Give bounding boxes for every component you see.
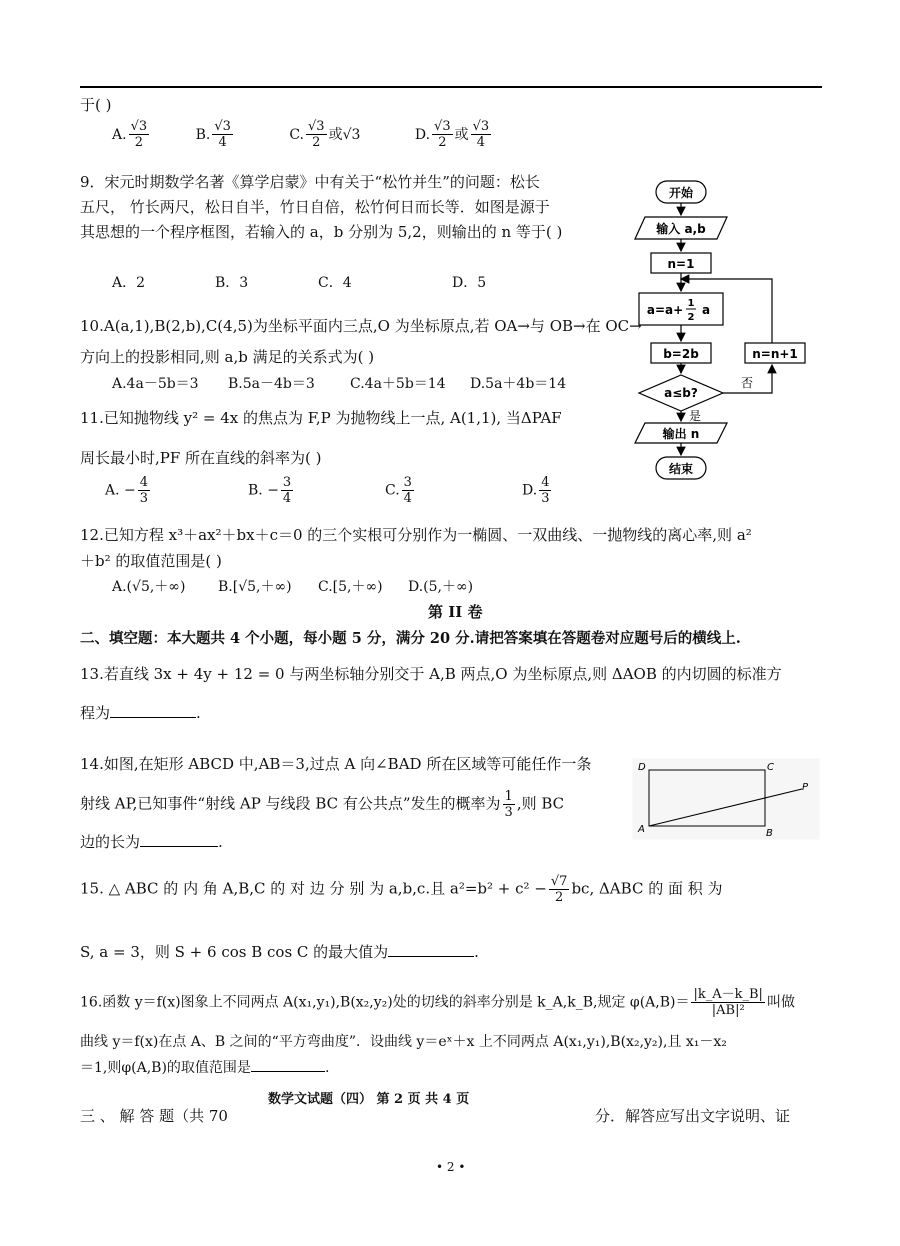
q8-option-a-num: √3 xyxy=(130,119,148,134)
q15-line2 xyxy=(80,942,479,962)
q11-option-d-label: D. xyxy=(522,482,538,499)
q12-option-d[interactable]: D.(5,＋∞) xyxy=(408,579,474,595)
q10-option-b[interactable]: B.5a－4b＝3 xyxy=(228,376,315,392)
q13-line1: 13.若直线 3x + 4y + 12 = 0 与两坐标轴分别交于 A,B 两点,O 为坐标原点,则 ΔAOB 的内切圆的标准方 xyxy=(80,665,782,683)
flowchart xyxy=(625,175,820,490)
q10-line2: 方向上的投影相同,则 a,b 满足的关系式为( ) xyxy=(80,348,375,366)
q8-option-d-label: D. xyxy=(414,126,431,143)
flow-yes-label: 是 xyxy=(688,409,702,423)
q8-tail: 于( ) xyxy=(80,96,112,114)
flow-init-text: n=1 xyxy=(667,257,695,271)
flow-output-text: 输出 n xyxy=(662,427,700,441)
q8-option-a[interactable] xyxy=(112,119,156,150)
q8-option-c-num: √3 xyxy=(308,119,325,134)
q11-option-a[interactable] xyxy=(105,476,152,505)
q13-line2 xyxy=(80,703,201,723)
q9-option-c[interactable]: C．4 xyxy=(318,275,352,291)
q11-option-c-den: 4 xyxy=(403,491,412,506)
flow-update-a-num: 1 xyxy=(687,298,695,309)
flow-increment-text: n=n+1 xyxy=(752,347,798,361)
q11-option-c[interactable] xyxy=(385,476,416,505)
q14-line2 xyxy=(80,790,564,819)
section3-left: 三 、 解 答 题（共 70 xyxy=(80,1107,228,1125)
q11-option-a-label: A. − xyxy=(105,482,136,499)
q8-options xyxy=(112,120,493,149)
q8-option-d-or: 或 xyxy=(454,126,469,143)
label-c: C xyxy=(767,762,774,773)
q12-option-b[interactable]: B.[√5,＋∞) xyxy=(218,579,292,595)
page-footer-info: 数学文试题（四） 第 2 页 共 4 页 xyxy=(268,1092,470,1107)
section2-title: 第 II 卷 xyxy=(428,603,483,621)
q11-option-c-num: 3 xyxy=(403,475,412,490)
q11-option-a-num: 4 xyxy=(139,475,149,490)
q10-option-d[interactable]: D.5a＋4b＝14 xyxy=(470,376,567,392)
q8-option-d-num2: √3 xyxy=(472,119,490,134)
flow-input-text: 输入 a,b xyxy=(656,222,706,236)
q11-option-b-num: 3 xyxy=(282,475,292,490)
flow-condition-text: a≤b? xyxy=(664,386,698,400)
q8-option-c-label: C. xyxy=(289,126,305,143)
q14-line1: 14.如图,在矩形 ABCD 中,AB＝3,过点 A 向∠BAD 所在区域等可能任作一条 xyxy=(80,755,592,773)
q16-line1-post: 叫做 xyxy=(766,994,795,1011)
flow-update-a-post: a xyxy=(701,303,711,317)
q14-line2-post: ,则 BC xyxy=(516,794,565,813)
q8-option-d-num1: √3 xyxy=(434,119,451,134)
section3-right: 分．解答应写出文字说明、证 xyxy=(595,1107,791,1125)
flow-update-a-den: 2 xyxy=(687,312,695,323)
q9-line1: 9．宋元时期数学名著《算学启蒙》中有关于“松竹并生”的问题：松长 xyxy=(80,173,540,191)
q16-line3 xyxy=(80,1057,329,1077)
q11-option-b[interactable] xyxy=(248,476,295,505)
q8-option-c[interactable] xyxy=(289,119,365,150)
q12-line2: ＋b² 的取值范围是( ) xyxy=(80,552,222,570)
q14-end: . xyxy=(218,833,223,851)
q11-option-d-den: 3 xyxy=(541,491,550,506)
section2-heading: 二、填空题：本大题共 4 个小题，每小题 5 分，满分 20 分.请把答案填在答题卷对应题号后的横线上. xyxy=(80,630,741,647)
q15-frac-den: 2 xyxy=(555,890,564,905)
q14-rectangle-figure xyxy=(632,758,820,840)
q8-option-b-num: √3 xyxy=(214,119,231,134)
q16-line2: 曲线 y＝f(x)在点 A、B 之间的“平方弯曲度”．设曲线 y＝eˣ＋x 上不同两点 A(x₁,y₁),B(x₂,y₂),且 x₁－x₂ xyxy=(80,1034,727,1050)
label-d: D xyxy=(638,762,646,773)
q14-line3-text: 边的长为 xyxy=(80,833,141,851)
q16-frac-num: |k_A－k_B| xyxy=(693,987,763,1002)
q8-option-c-den: 2 xyxy=(312,135,321,150)
q9-line2: 五尺， 竹长两尺，松日自半，竹日自倍，松竹何日而长等．如图是源于 xyxy=(80,198,550,216)
q14-frac-num: 1 xyxy=(504,789,513,804)
q16-line1 xyxy=(80,988,795,1017)
q8-option-b[interactable] xyxy=(195,119,240,150)
flow-update-b-text: b=2b xyxy=(663,347,699,361)
q12-option-a[interactable]: A.(√5,＋∞) xyxy=(112,579,186,595)
q11-option-b-label: B. − xyxy=(248,482,279,499)
q11-option-d[interactable] xyxy=(522,476,553,505)
q14-answer-blank[interactable] xyxy=(140,832,218,847)
q8-option-b-den: 4 xyxy=(218,135,227,150)
q15-line1-post: bc, ΔABC 的 面 积 为 xyxy=(571,879,723,898)
q9-option-a[interactable]: A．2 xyxy=(112,275,146,291)
page-number: • 2 • xyxy=(436,1160,466,1174)
q11-option-a-den: 3 xyxy=(139,491,149,506)
q15-end: . xyxy=(474,943,479,961)
q14-frac-den: 3 xyxy=(504,805,513,820)
q14-line2-pre: 射线 AP,已知事件“射线 AP 与线段 BC 有公共点”发生的概率为 xyxy=(80,794,501,813)
q9-option-b[interactable]: B．3 xyxy=(215,275,249,291)
q14-line3 xyxy=(80,832,223,852)
q13-end: . xyxy=(196,704,201,722)
top-rule xyxy=(80,86,822,88)
q8-option-d-den2: 4 xyxy=(476,135,486,150)
q11-line2: 周长最小时,PF 所在直线的斜率为( ) xyxy=(80,449,322,467)
q12-line1: 12.已知方程 x³＋ax²＋bx＋c＝0 的三个实根可分别作为一椭圆、一双曲线、一抛物线的离心率,则 a² xyxy=(80,526,752,544)
label-p: P xyxy=(802,782,809,793)
q13-answer-blank[interactable] xyxy=(110,703,196,718)
q12-option-c[interactable]: C.[5,＋∞) xyxy=(318,579,383,595)
q15-frac-num: √7 xyxy=(550,874,568,889)
q15-line2-text: S, a = 3，则 S + 6 cos B cos C 的最大值为 xyxy=(80,943,389,961)
q8-option-d[interactable] xyxy=(414,119,493,150)
q9-option-d[interactable]: D．5 xyxy=(452,275,487,291)
q11-line1: 11.已知抛物线 y² = 4x 的焦点为 F,P 为抛物线上一点, A(1,1), 当ΔPAF xyxy=(80,409,562,427)
q8-option-b-label: B. xyxy=(195,126,211,143)
q10-line1: 10.A(a,1),B(2,b),C(4,5)为坐标平面内三点,O 为坐标原点,若 OA→与 OB→在 OC→ xyxy=(80,317,642,335)
q15-line1 xyxy=(80,875,723,904)
q16-answer-blank[interactable] xyxy=(251,1057,325,1072)
q15-line1-pre: 15. △ ABC 的 内 角 A,B,C 的 对 边 分 别 为 a,b,c.且 a²=b² + c² − xyxy=(80,879,547,898)
label-a: A xyxy=(638,824,645,835)
q11-option-d-num: 4 xyxy=(541,475,550,490)
flow-update-a-pre: a=a+ xyxy=(646,303,684,317)
q8-option-a-den: 2 xyxy=(134,135,143,150)
flow-end-text: 结束 xyxy=(668,462,694,476)
q8-option-a-label: A. xyxy=(112,126,127,143)
flow-no-label: 否 xyxy=(740,376,754,390)
q10-option-c[interactable]: C.4a＋5b＝14 xyxy=(350,376,446,392)
q10-option-a[interactable]: A.4a－5b＝3 xyxy=(112,376,199,392)
q16-line3-text: ＝1,则φ(A,B)的取值范围是 xyxy=(80,1060,251,1076)
q8-option-c-tail: 或√3 xyxy=(328,126,361,143)
q11-option-b-den: 4 xyxy=(282,491,292,506)
q13-line2-text: 程为 xyxy=(80,704,111,722)
q8-option-d-den1: 2 xyxy=(438,135,447,150)
label-b: B xyxy=(766,828,773,839)
q16-frac-den: |AB|² xyxy=(711,1003,745,1018)
q9-line3: 其思想的一个程序框图，若输入的 a，b 分别为 5,2，则输出的 n 等于( ) xyxy=(80,223,563,241)
flow-start-text: 开始 xyxy=(668,186,694,200)
q15-answer-blank[interactable] xyxy=(388,942,474,957)
q16-line1-pre: 16.函数 y＝f(x)图象上不同两点 A(x₁,y₁),B(x₂,y₂)处的切线的斜率分别是 k_A,k_B,规定 φ(A,B)＝ xyxy=(80,994,690,1011)
q16-end: . xyxy=(324,1060,330,1076)
q11-option-c-label: C. xyxy=(385,482,400,499)
